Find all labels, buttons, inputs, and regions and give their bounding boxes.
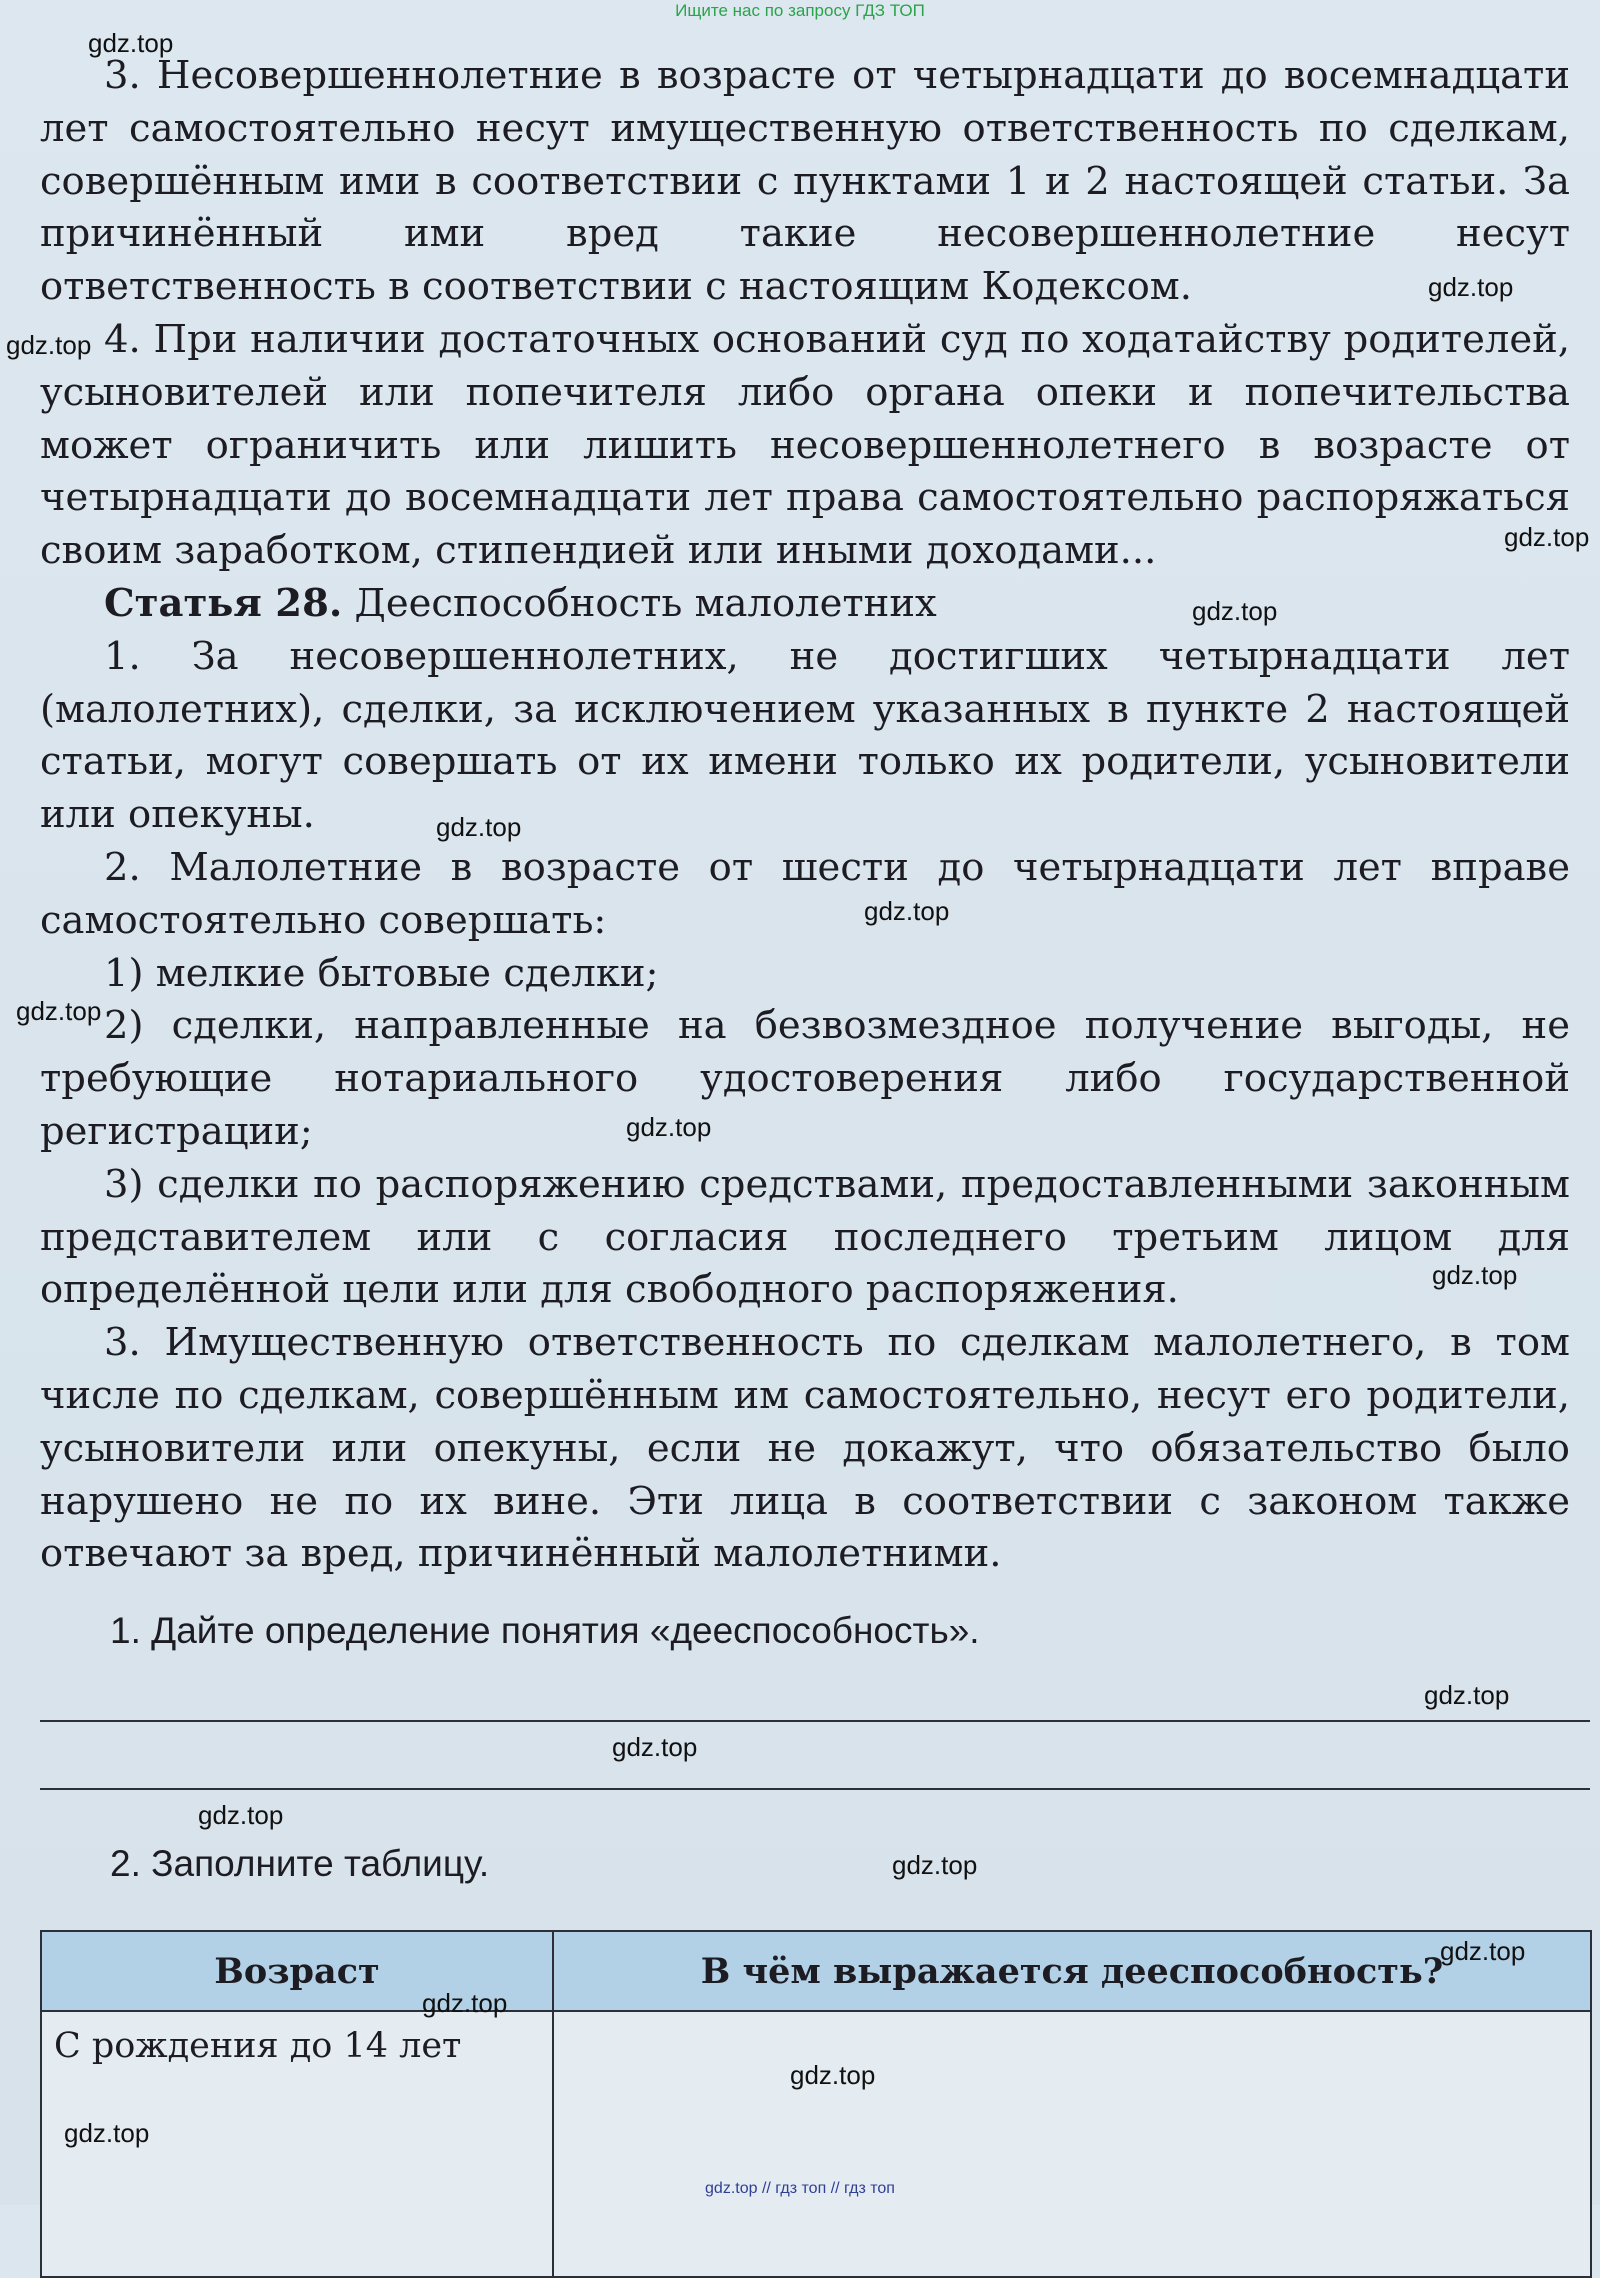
- watermark: gdz.top: [16, 996, 102, 1026]
- article-subitem-3: 3) сделки по распоряжению средствами, предоставленными законным представителем или с согласия последнего третьим лицом для определённой цели или для свободного распоряжения.: [40, 1161, 1570, 1313]
- article-item-3: 3. Имущественную ответственность по сделкам малолетнего, в том числе по сделкам, совершённым им самостоятельно, несут его родители, усыновители или опекуны, если не докажут, что обязательство было нарушено не по их вине. Эти лица в соответствии с законом также отвечают за вред, причинённый малолетними.: [40, 1320, 1570, 1577]
- bottom-banner[interactable]: gdz.top // гдз топ // гдз топ: [705, 2180, 895, 2197]
- watermark: gdz.top: [612, 1732, 698, 1762]
- cell-capacity-answer[interactable]: [553, 2011, 1591, 2277]
- article-28-heading: [40, 578, 1570, 631]
- watermark: gdz.top: [88, 28, 174, 58]
- table-row: [41, 2011, 1591, 2277]
- watermark: gdz.top: [1440, 1936, 1526, 1966]
- question-1: 1. Дайте определение понятия «дееспособность».: [110, 1610, 980, 1651]
- article-number: Статья 28.: [104, 580, 343, 626]
- watermark: gdz.top: [626, 1112, 712, 1142]
- watermark: gdz.top: [422, 1988, 508, 2018]
- cell-age: С рождения до 14 лет: [41, 2011, 553, 2277]
- paragraph-4: 4. При наличии достаточных оснований суд по ходатайству родителей, усыновителей или попечителя либо органа опеки и попечительства может ограничить или лишить несовершеннолетнего в возрасте от четырнадцати до восемнадцати лет права самостоятельно распоряжаться своим заработком, стипендией или иными доходами...: [40, 316, 1570, 574]
- watermark: gdz.top: [864, 896, 950, 926]
- article-subitem-2: 2) сделки, направленные на безвозмездное получение выгоды, не требующие нотариального удостоверения либо государственной регистрации;: [40, 1003, 1570, 1154]
- header-capacity: В чём выражается дееспособность?: [553, 1931, 1591, 2011]
- watermark: gdz.top: [64, 2118, 150, 2148]
- watermark: gdz.top: [198, 1800, 284, 1830]
- watermark: gdz.top: [1424, 1680, 1510, 1710]
- watermark: gdz.top: [436, 812, 522, 842]
- watermark: gdz.top: [892, 1850, 978, 1880]
- answer-line-1[interactable]: [40, 1720, 1590, 1722]
- question-2: 2. Заполните таблицу.: [110, 1843, 490, 1884]
- header-age: Возраст: [41, 1931, 553, 2011]
- article-subitem-1: 1) мелкие бытовые сделки;: [104, 950, 659, 996]
- article-title: Дееспособность малолетних: [354, 580, 937, 626]
- paragraph-3: 3. Несовершеннолетние в возрасте от четырнадцати до восемнадцати лет самостоятельно несут имущественную ответственность по сделкам, совершённым ими в соответствии с пунктами 1 и 2 настоящей статьи. За причинённый ими вред такие несовершеннолетние несут ответственность в соответствии с настоящим Кодексом.: [40, 53, 1570, 310]
- top-banner[interactable]: Ищите нас по запросу ГДЗ ТОП: [675, 1, 925, 20]
- article-item-2: 2. Малолетние в возрасте от шести до четырнадцати лет вправе самостоятельно совершать:: [40, 844, 1570, 943]
- capacity-table: [40, 1930, 1592, 2278]
- table-header-row: [41, 1931, 1591, 2011]
- legal-text: [40, 50, 1570, 1581]
- watermark: gdz.top: [6, 330, 92, 360]
- watermark: gdz.top: [1428, 272, 1514, 302]
- watermark: gdz.top: [1192, 596, 1278, 626]
- watermark: gdz.top: [1504, 522, 1590, 552]
- article-item-1: 1. За несовершеннолетних, не достигших четырнадцати лет (малолетних), сделки, за исключением указанных в пункте 2 настоящей статьи, могут совершать от их имени только их родители, усыновители или опекуны.: [40, 633, 1570, 838]
- watermark: gdz.top: [1432, 1260, 1518, 1290]
- answer-line-2[interactable]: [40, 1788, 1590, 1790]
- watermark: gdz.top: [790, 2060, 876, 2090]
